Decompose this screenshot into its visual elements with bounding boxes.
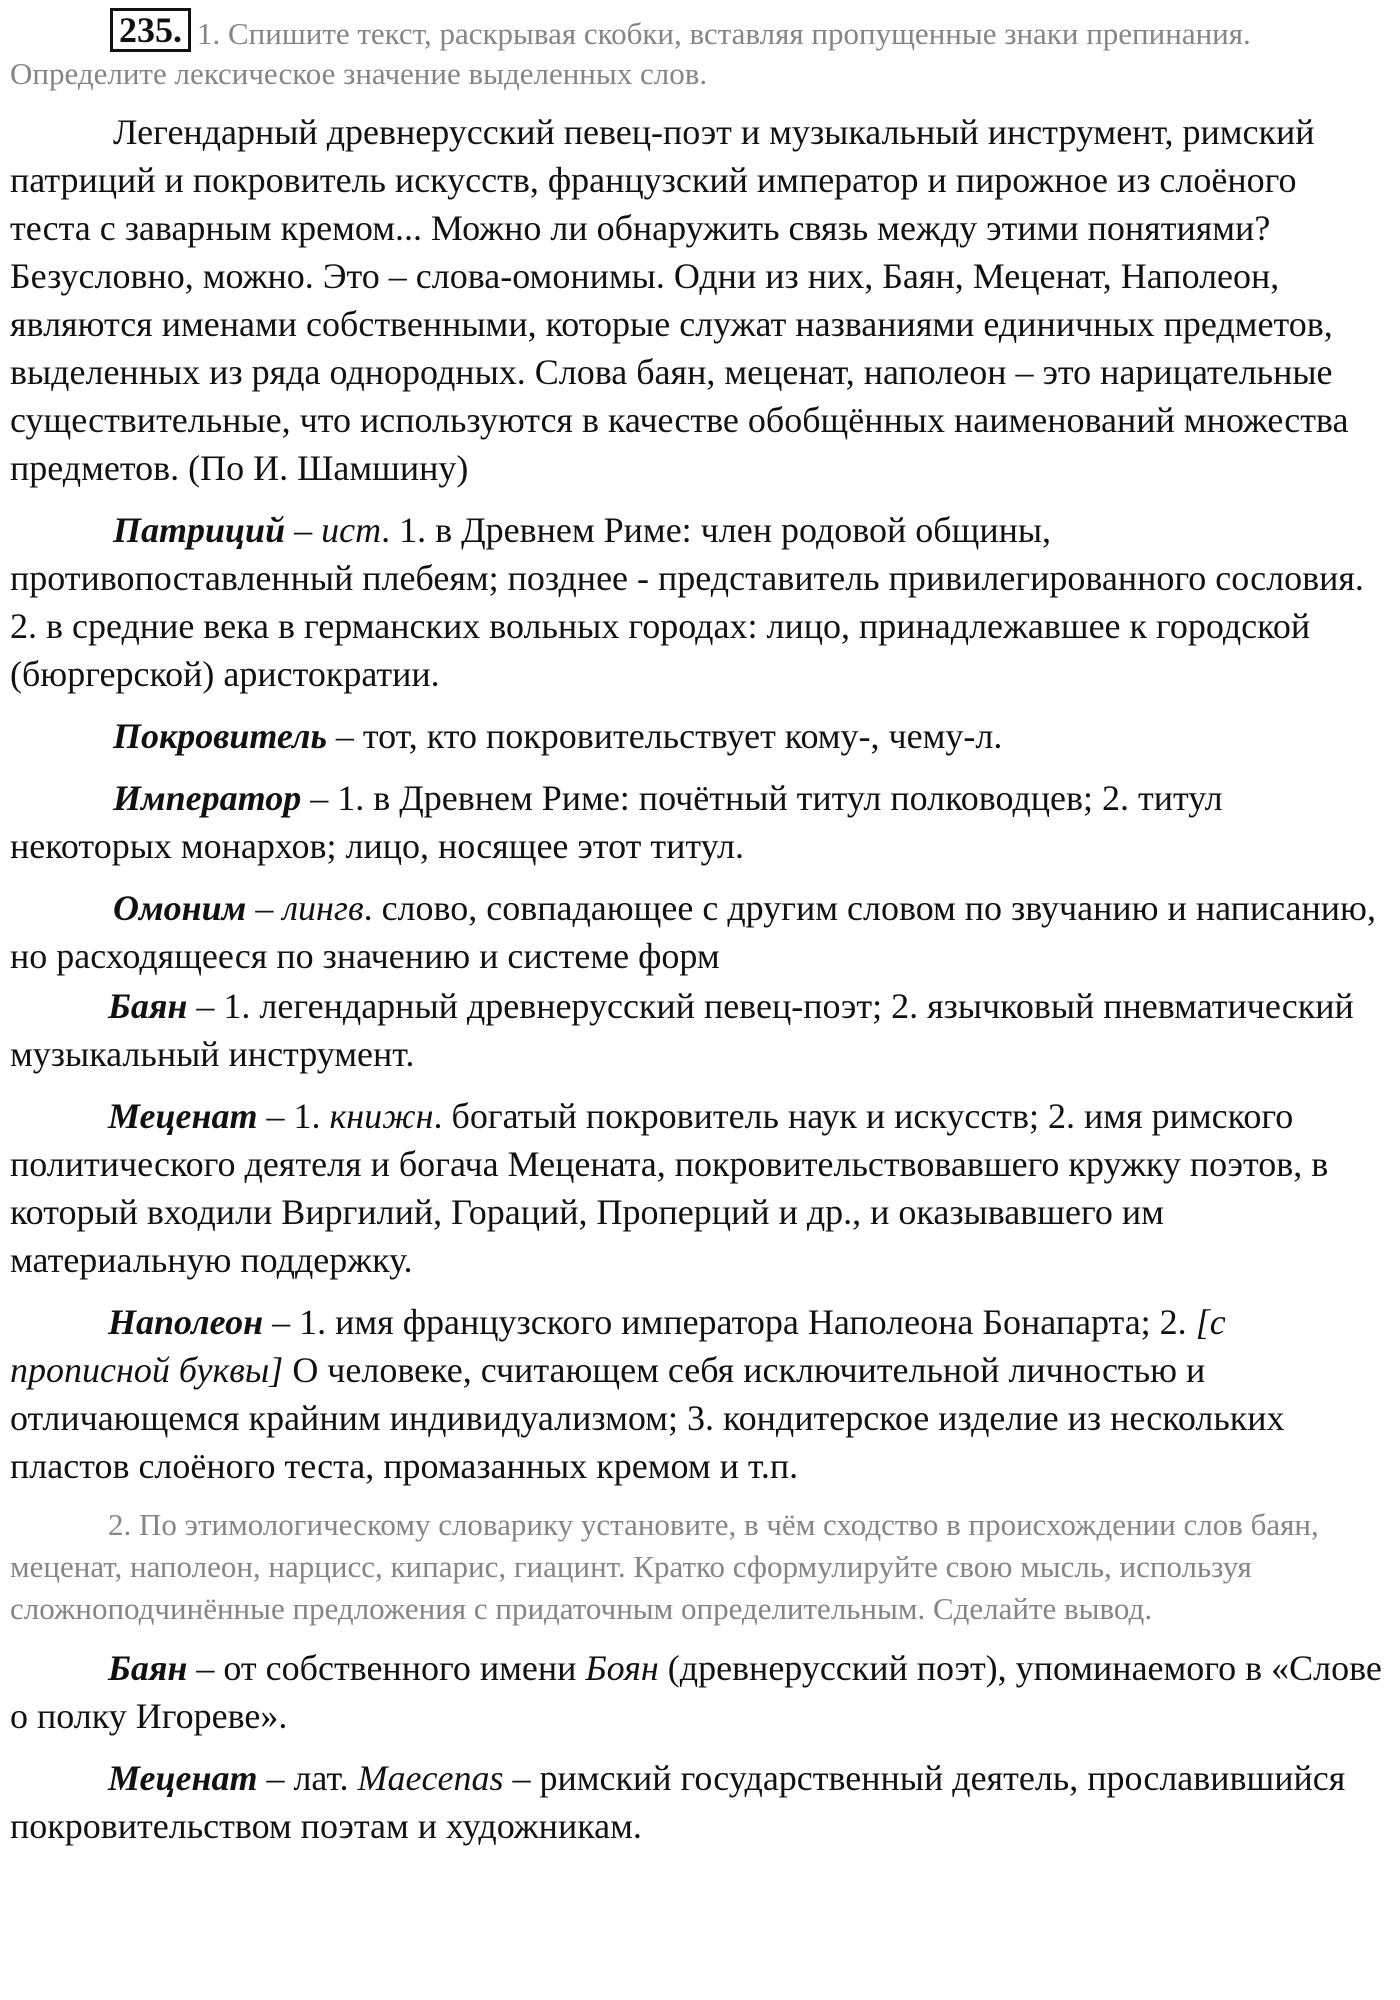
definition-pokrovitel (10, 712, 1382, 760)
definition-dash: – (285, 510, 322, 550)
task-1-text: 1. Спишите текст, раскрывая скобки, вставляя пропущенные знаки препинания. Определите лексическое значение выделенных слов. (10, 16, 1251, 91)
definition-text: . слово, совпадающее с другим словом по звучанию и написанию, но расходящееся по значению и системе форм (10, 888, 1376, 976)
definition-text: О человеке, считающем себя исключительной личностью и отличающемся крайним индивидуализмом; 3. кондитерское изделие из нескольких пластов слоёного теста, промазанных кремом и т.п. (10, 1350, 1285, 1486)
etymology-term: Баян (108, 1648, 188, 1688)
etymology-term: Меценат (108, 1758, 258, 1798)
etymology-mecenat (10, 1754, 1382, 1850)
definition-term: Патриций (113, 510, 286, 550)
definition-text: – 1. легендарный древнерусский певец-поэт; 2. язычковый пневматический музыкальный инструмент. (10, 986, 1354, 1074)
etymology-prefix: – лат. (257, 1758, 358, 1798)
definition-term: Баян (108, 986, 188, 1026)
definition-text: – тот, кто покровительствует кому-, чему-л. (326, 716, 1003, 756)
etymology-text: – римский государственный деятель, прославившийся покровительством поэтам и художникам. (10, 1758, 1346, 1846)
definition-text: . 1. в Древнем Риме: член родовой общины, противопоставленный плебеям; позднее - представитель привилегированного сословия. 2. в средние века в германских вольных городах: лицо, принадлежавшее к городской (бюргерской) аристократии. (10, 510, 1364, 694)
definition-term: Омоним (113, 888, 247, 928)
definition-dash: – (246, 888, 283, 928)
task-1-instructions (10, 8, 1382, 94)
etymology-source-word: Maecenas (357, 1758, 504, 1798)
definition-omonim (10, 884, 1382, 980)
definition-patriciy (10, 506, 1382, 698)
definition-prefix: – 1. имя французского императора Наполеона Бонапарта; 2. (263, 1302, 1196, 1342)
definition-term: Покровитель (113, 716, 327, 756)
definition-label: ист (321, 510, 382, 550)
definition-label: лингв (282, 888, 364, 928)
definition-term: Меценат (108, 1096, 258, 1136)
task-2-instructions: 2. По этимологическому словарику установите, в чём сходство в происхождении слов баян, меценат, наполеон, нарцисс, кипарис, гиацинт. Кратко сформулируйте свою мысль, используя сложноподчинённые предложения с придаточным определительным. Сделайте вывод. (10, 1507, 1319, 1626)
etymology-bayan (10, 1644, 1382, 1740)
definition-label: [с прописной буквы] (10, 1302, 1226, 1390)
main-text-paragraph: Легендарный древнерусский певец-поэт и музыкальный инструмент, римский патриций и покровитель искусств, французский император и пирожное из слоёного теста с заварным кремом... Можно ли обнаружить связь между этими понятиями? Безусловно, можно. Это – слова-омонимы. Одни из них, Баян, Меценат, Наполеон, являются именами собственными, которые служат названиями единичных предметов, выделенных из ряда однородных. Слова баян, меценат, наполеон – это нарицательные существительные, что используются в качестве обобщённых наименований множества предметов. (По И. Шамшину) (10, 112, 1349, 488)
definition-prefix: – 1. (257, 1096, 330, 1136)
etymology-prefix: – от собственного имени (187, 1648, 586, 1688)
definition-imperator (10, 774, 1382, 870)
definition-term: Наполеон (108, 1302, 264, 1342)
definition-napoleon (10, 1298, 1382, 1490)
definition-bayan (10, 982, 1382, 1078)
definition-mecenat (10, 1092, 1382, 1284)
definition-text: – 1. в Древнем Риме: почётный титул полководцев; 2. титул некоторых монархов; лицо, носящее этот титул. (10, 778, 1223, 866)
definition-term: Император (113, 778, 302, 818)
etymology-text: (древнерусский поэт), упоминаемого в «Слове о полку Игореве». (10, 1648, 1382, 1736)
etymology-source-word: Боян (585, 1648, 659, 1688)
definition-label: книжн (329, 1096, 434, 1136)
definition-text: . богатый покровитель наук и искусств; 2. имя римского политического деятеля и богача Мецената, покровительствовавшего кружку поэтов, в который входили Виргилий, Гораций, Проперций и др., и оказывавшего им материальную поддержку. (10, 1096, 1329, 1280)
exercise-number: 235. (110, 8, 191, 52)
